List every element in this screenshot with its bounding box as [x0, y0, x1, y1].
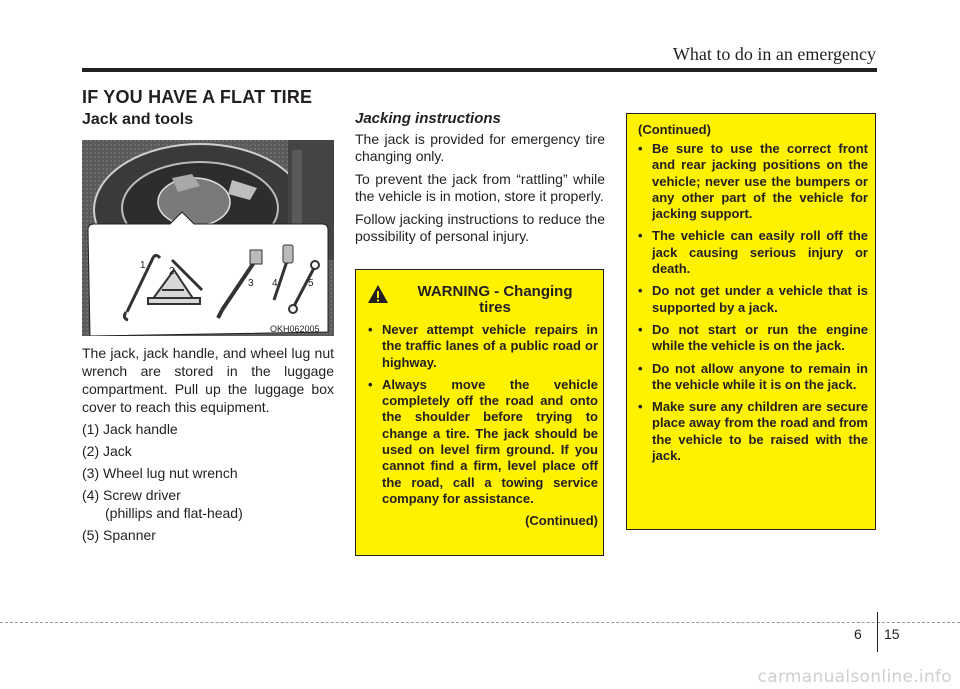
warning-continued: (Continued) — [525, 513, 598, 529]
continued-list — [638, 141, 868, 470]
continued-warning-box — [626, 113, 876, 530]
section-title: IF YOU HAVE A FLAT TIRE — [82, 87, 313, 107]
header-rule — [82, 68, 877, 72]
jacking-paragraph-1: The jack is provided for emergency tire changing only. — [355, 131, 605, 164]
continued-heading: (Continued) — [638, 122, 711, 137]
callout-1: 1 — [140, 260, 146, 271]
tool-item-5: (5) Spanner — [82, 527, 156, 543]
chapter-header: What to do in an emergency — [672, 44, 876, 64]
warning-list — [368, 322, 598, 530]
footer-divider — [877, 612, 878, 652]
footer-rule — [0, 622, 960, 623]
warning-bullet-1: • Never attempt vehicle repairs in the traffic lanes of a public road or highway. — [368, 322, 598, 371]
continued-bullet-1: • Be sure to use the correct front and rear jacking positions on the vehicle; never use the bumpers or any other part of the vehicle for jacking support. — [638, 141, 868, 222]
jack-and-tools-figure — [82, 140, 334, 336]
continued-bullet-4: • Do not start or run the engine while the vehicle is on the jack. — [638, 322, 868, 355]
chapter-number: 6 — [854, 626, 862, 642]
tool-item-3: (3) Wheel lug nut wrench — [82, 465, 238, 481]
warning-bullet-2: • Always move the vehicle completely off the road and onto the shoulder before trying to change a tire. The jack should be used on level firm ground. If you cannot find a firm, level place off the road, call a towing service company for assistance. — [368, 377, 598, 507]
tool-item-4-detail: (phillips and flat-head) — [105, 505, 243, 521]
tool-item-2: (2) Jack — [82, 443, 132, 459]
continued-bullet-3: • Do not get under a vehicle that is supported by a jack. — [638, 283, 868, 316]
callout-4: 4 — [272, 278, 278, 289]
figure-code: OKH062005 — [270, 324, 320, 334]
warning-triangle-icon — [367, 284, 389, 304]
warning-box — [355, 269, 604, 556]
subsection-title: Jack and tools — [82, 111, 194, 128]
callout-3: 3 — [248, 278, 254, 289]
jacking-paragraph-3: Follow jacking instructions to reduce the possibility of personal injury. — [355, 211, 605, 244]
continued-bullet-2: • The vehicle can easily roll off the jack causing serious injury or death. — [638, 228, 868, 277]
tool-item-4: (4) Screw driver — [82, 487, 181, 503]
jacking-paragraph-2: To prevent the jack from “rattling” while the vehicle is in motion, store it properly. — [355, 171, 605, 204]
warning-heading-line2: tires — [479, 299, 511, 316]
jack-tools-description — [82, 344, 334, 544]
callout-2: 2 — [169, 266, 175, 277]
watermark: carmanualsonline.info — [757, 667, 952, 687]
tool-item-1: (1) Jack handle — [82, 421, 178, 437]
warning-heading-line1: WARNING - Changing — [417, 283, 573, 300]
continued-bullet-5: • Do not allow anyone to remain in the vehicle while it is on the jack. — [638, 361, 868, 394]
intro-paragraph: The jack, jack handle, and wheel lug nut wrench are stored in the luggage compartment. Pull up the luggage box cover to reach this equipment. — [82, 345, 334, 415]
jacking-instructions-title: Jacking instructions — [355, 110, 501, 127]
continued-bullet-6: • Make sure any children are secure place away from the road and from the vehicle to be raised with the jack. — [638, 399, 868, 464]
page-number: 15 — [884, 626, 900, 642]
callout-5: 5 — [308, 278, 314, 289]
warning-heading — [390, 284, 600, 316]
jacking-instructions-text — [355, 131, 605, 251]
